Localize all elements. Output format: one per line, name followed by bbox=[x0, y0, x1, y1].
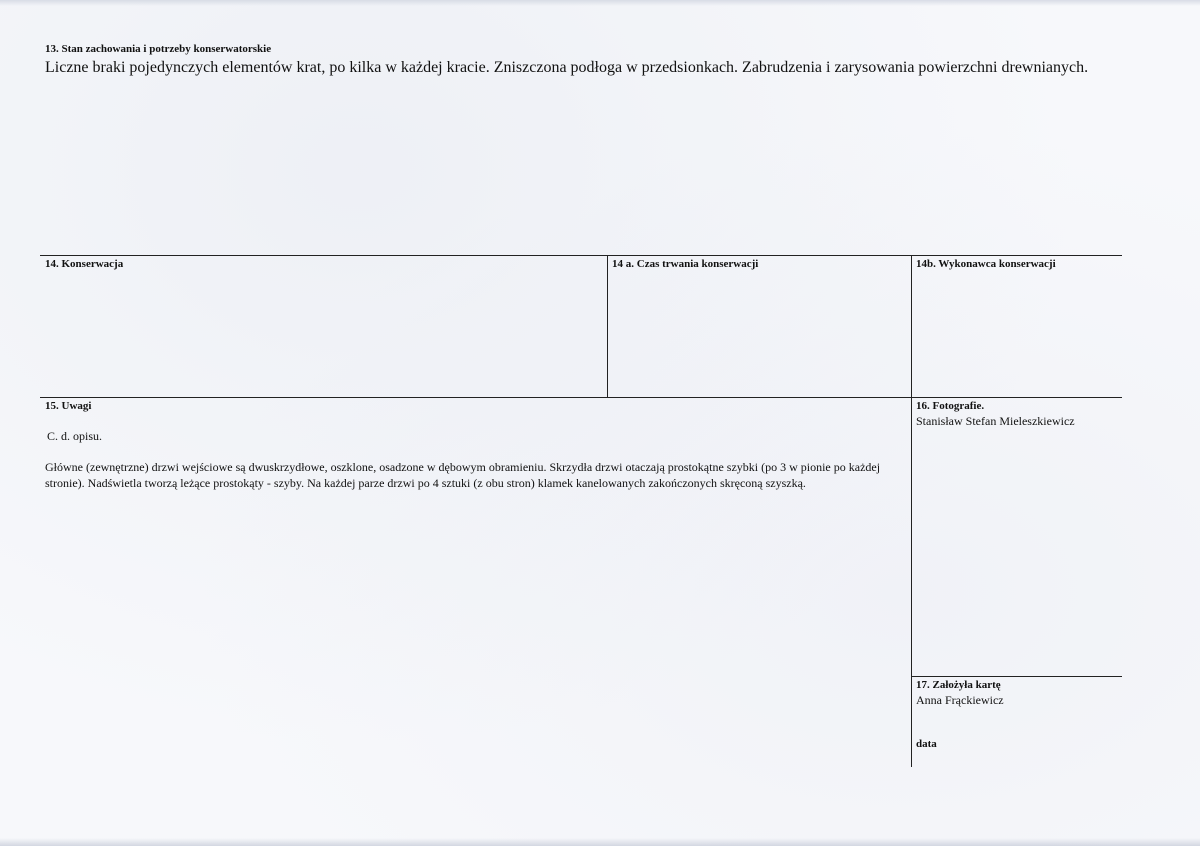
section-15-label: 15. Uwagi bbox=[45, 400, 92, 412]
table-middle-border bbox=[40, 397, 1122, 398]
section-13-text: Liczne braki pojedynczych elementów krat, po kilka w każdej kracie. Zniszczona podłoga w przedsionkach. Zabrudzenia i zarysowania powierzchni drewnianych. bbox=[45, 59, 1089, 76]
section-16-photographer: Stanisław Stefan Mieleszkiewicz bbox=[916, 414, 1075, 428]
section-15-description: Główne (zewnętrzne) drzwi wejściowe są dwuskrzydłowe, oszklone, osadzone w dębowym obramieniu. Skrzydła drzwi otaczają prostokątne szybki (po 3 w pionie po każdej stronie). Nadświetla tworzą leżące prostokąty - szyby. Na każdej parze drzwi po 4 sztuki (z obu stron) klamek kanelowanych zakończonych skręconą szyszką. bbox=[45, 460, 881, 490]
section-17-label: 17. Założyła kartę bbox=[916, 679, 1001, 691]
scan-edge-top bbox=[0, 0, 1200, 6]
section-14a-label: 14 a. Czas trwania konserwacji bbox=[612, 258, 759, 270]
section-15-note-continuation: C. d. opisu. bbox=[47, 429, 103, 443]
column-divider-14b bbox=[911, 255, 912, 767]
section-14-label: 14. Konserwacja bbox=[45, 258, 124, 270]
table-top-border bbox=[40, 255, 1122, 256]
scan-edge-bottom bbox=[0, 838, 1200, 846]
section-17-top-border bbox=[911, 676, 1122, 677]
column-divider-14a bbox=[607, 255, 608, 398]
section-17-author: Anna Frąckiewicz bbox=[916, 693, 1004, 707]
section-17-date-label: data bbox=[916, 738, 937, 750]
section-14b-label: 14b. Wykonawca konserwacji bbox=[916, 258, 1056, 270]
section-13-heading: 13. Stan zachowania i potrzeby konserwatorskie bbox=[45, 43, 272, 55]
section-16-label: 16. Fotografie. bbox=[916, 400, 985, 412]
